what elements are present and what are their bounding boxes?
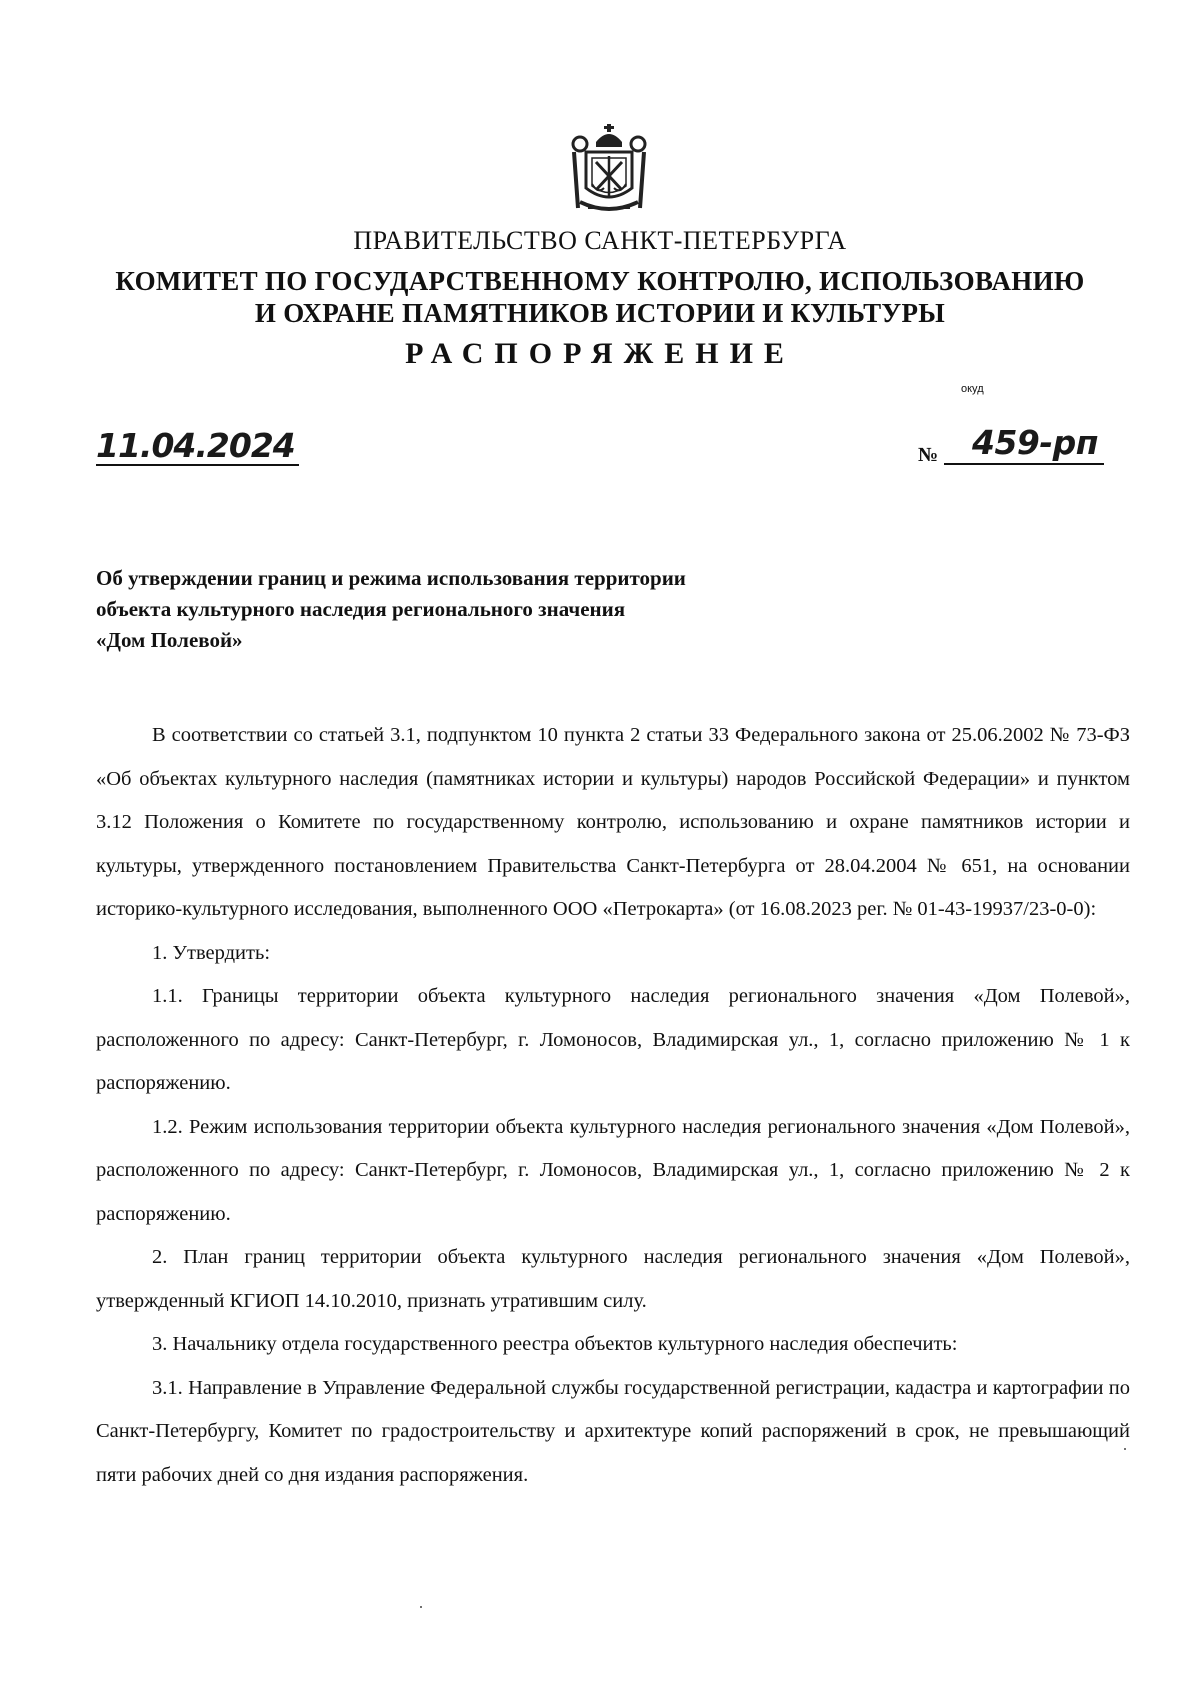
document-type: РАСПОРЯЖЕНИЕ: [405, 337, 795, 370]
body-paragraph: 3. Начальнику отдела государственного реестра объектов культурного наследия обеспечить:: [152, 1333, 958, 1355]
government-title: ПРАВИТЕЛЬСТВО САНКТ-ПЕТЕРБУРГА: [353, 226, 847, 255]
subject-line: «Дом Полевой»: [96, 628, 243, 652]
document-subject: [96, 563, 896, 656]
body-paragraph: 3.1. Направление в Управление Федеральной службы государственной регистрации, кадастра и картографии по Санкт-Петербургу, Комитет по градостроительству и архитектуре копий распоряжений в срок, не превышающий пяти рабочих дней со дня издания распоряжения.: [96, 1376, 1130, 1486]
body-paragraph: В соответствии со статьей 3.1, подпунктом 10 пункта 2 статьи 33 Федерального закона от 25.06.2002 № 73-ФЗ «Об объектах культурного наследия (памятниках истории и культуры) народов Российской Федерации» и пунктом 3.12 Положения о Комитете по государственному контролю, использованию и охране памятников истории и культуры, утвержденного постановлением Правительства Санкт-Петербурга от 28.04.2004 № 651, на основании историко-культурного исследования, выполненного ООО «Петрокарта» (от 16.08.2023 рег. № 01-43-19937/23-0-0):: [96, 724, 1130, 920]
subject-line: объекта культурного наследия регионального значения: [96, 597, 626, 621]
document-number: 459-рп: [944, 423, 1104, 465]
scan-speck: [1124, 1448, 1126, 1450]
okud-label: окуд: [961, 383, 984, 395]
body-paragraph: 1. Утвердить:: [152, 941, 271, 964]
document-body: [96, 714, 1130, 1497]
body-paragraph: 1.1. Границы территории объекта культурного наследия регионального значения «Дом Полевой», расположенного по адресу: Санкт-Петербург, г. Ломоносов, Владимирская ул., 1, согласно приложению № 1 к распоряжению.: [96, 985, 1130, 1094]
number-sign: №: [918, 444, 939, 466]
scan-speck: [420, 1606, 422, 1608]
subject-line: Об утверждении границ и режима использования территории: [96, 566, 686, 590]
coat-of-arms-icon: [568, 122, 650, 218]
committee-title-line2: И ОХРАНЕ ПАМЯТНИКОВ ИСТОРИИ И КУЛЬТУРЫ: [254, 298, 946, 328]
body-paragraph: 2. План границ территории объекта культурного наследия регионального значения «Дом Полевой», утвержденный КГИОП 14.10.2010, признать утратившим силу.: [96, 1246, 1130, 1312]
document-date: 11.04.2024: [96, 428, 299, 466]
committee-title-line1: КОМИТЕТ ПО ГОСУДАРСТВЕННОМУ КОНТРОЛЮ, ИСПОЛЬЗОВАНИЮ: [115, 266, 1085, 296]
body-paragraph: 1.2. Режим использования территории объекта культурного наследия регионального значения «Дом Полевой», расположенного по адресу: Санкт-Петербург, г. Ломоносов, Владимирская ул., 1, согласно приложению № 2 к распоряжению.: [96, 1115, 1130, 1225]
